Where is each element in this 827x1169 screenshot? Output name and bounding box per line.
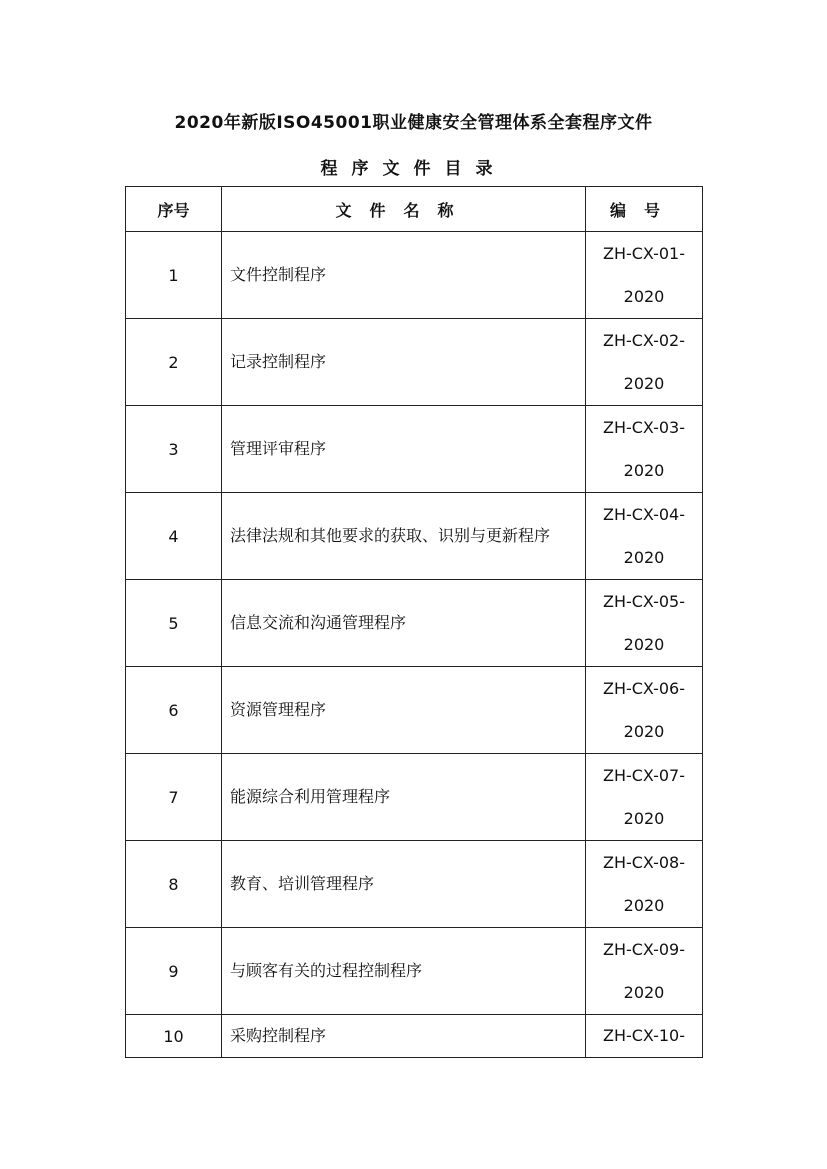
row-no: 7 [126,754,222,841]
row-no: 2 [126,319,222,406]
table-row [126,754,703,841]
header-no: 序号 [126,187,222,232]
row-no: 6 [126,667,222,754]
row-code: ZH-CX-02- 2020 [586,319,703,406]
row-name: 与顾客有关的过程控制程序 [222,928,586,1015]
row-no: 4 [126,493,222,580]
row-no: 3 [126,406,222,493]
table-row [126,841,703,928]
table-row [126,667,703,754]
row-no: 10 [126,1015,222,1058]
table-row [126,1015,703,1058]
row-code: ZH-CX-01- 2020 [586,232,703,319]
row-code: ZH-CX-05- 2020 [586,580,703,667]
document-subtitle: 程序文件目录 [320,159,507,179]
row-name: 信息交流和沟通管理程序 [222,580,586,667]
table-row [126,493,703,580]
row-code: ZH-CX-07- 2020 [586,754,703,841]
header-code: 编号 [586,187,703,232]
row-no: 5 [126,580,222,667]
row-name: 文件控制程序 [222,232,586,319]
row-name: 资源管理程序 [222,667,586,754]
table-row [126,406,703,493]
row-name: 记录控制程序 [222,319,586,406]
row-no: 8 [126,841,222,928]
table-row [126,319,703,406]
row-code: ZH-CX-10- [586,1015,703,1058]
row-code: ZH-CX-08- 2020 [586,841,703,928]
table-header-row [126,187,703,232]
row-no: 9 [126,928,222,1015]
header-name: 文件名称 [222,187,586,232]
row-name: 管理评审程序 [222,406,586,493]
row-name: 法律法规和其他要求的获取、识别与更新程序 [222,493,586,580]
procedure-table [125,186,703,1058]
row-code: ZH-CX-04- 2020 [586,493,703,580]
table-row [126,580,703,667]
document-title: 2020年新版ISO45001职业健康安全管理体系全套程序文件 [174,113,653,133]
row-code: ZH-CX-06- 2020 [586,667,703,754]
row-code: ZH-CX-03- 2020 [586,406,703,493]
row-name: 采购控制程序 [222,1015,586,1058]
row-name: 教育、培训管理程序 [222,841,586,928]
row-no: 1 [126,232,222,319]
row-code: ZH-CX-09- 2020 [586,928,703,1015]
table-row [126,232,703,319]
table-row [126,928,703,1015]
row-name: 能源综合利用管理程序 [222,754,586,841]
